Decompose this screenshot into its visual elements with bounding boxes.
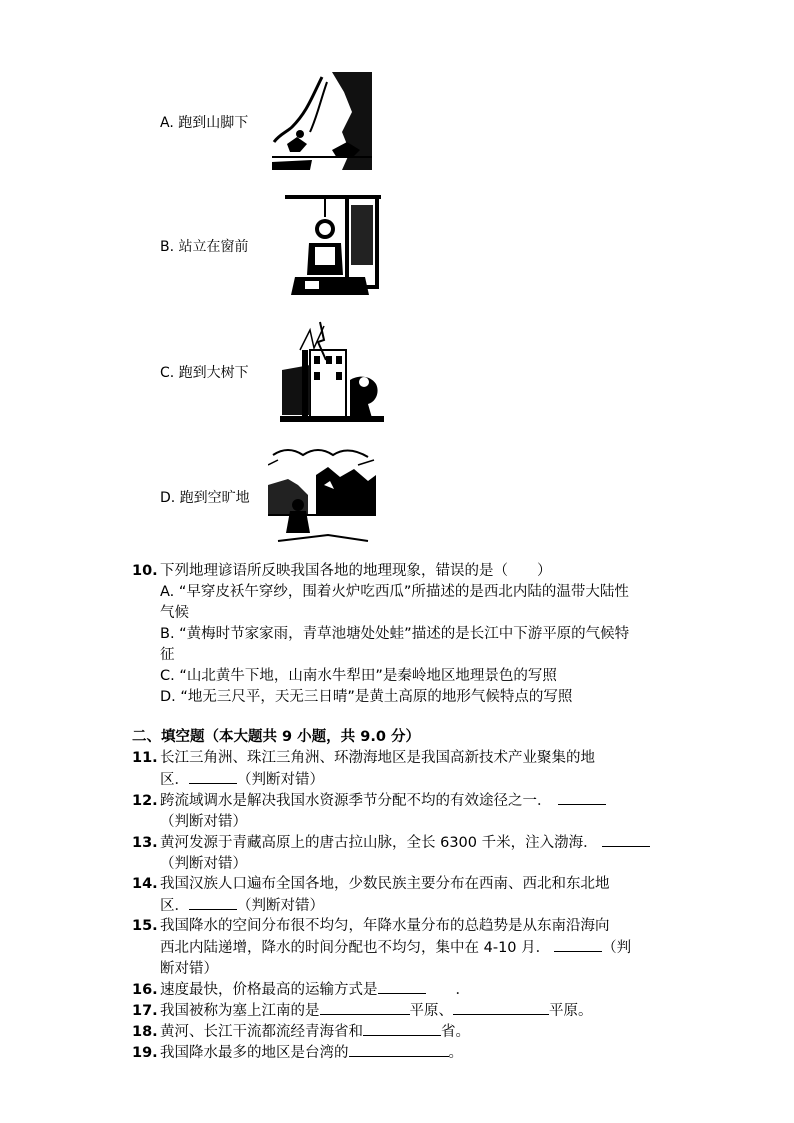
question-number: 15. [132,918,158,934]
question-10 [132,561,692,708]
answer-blank[interactable] [602,832,650,847]
choice-d: D. “地无三尺平，天无三日晴”是黄土高原的地形气候特点的写照 [160,689,573,705]
answer-blank[interactable] [378,979,426,994]
question-text: （判断对错） [237,772,324,788]
answer-blank[interactable] [554,937,602,952]
answer-blank[interactable] [189,769,237,784]
question-17 [132,1000,692,1022]
question-12 [132,790,692,833]
question-text: 我国降水的空间分布很不均匀，年降水量分布的总趋势是从东南沿海向 [160,918,610,934]
question-text: 西北内陆递增，降水的时间分配也不均匀，集中在 4-10 月． [160,940,551,956]
open-ground-illustration [268,445,376,547]
choice-c: C. “山北黄牛下地，山南水牛犁田”是秦岭地区地理景色的写照 [160,668,557,684]
question-number: 18. [132,1024,158,1040]
tree-lightning-illustration [280,320,384,422]
answer-blank[interactable] [558,790,606,805]
choice-b-line1: B. “黄梅时节家家雨，青草池塘处处蛙”描述的是长江中下游平原的气候特 [160,626,630,642]
question-19 [132,1042,692,1064]
option-b-label: B. 站立在窗前 [160,239,249,255]
question-number: 16. [132,982,158,998]
question-13 [132,832,692,875]
mountain-landslide-illustration [272,72,372,170]
question-text: 平原、 [409,1003,453,1019]
choice-b-line2: 征 [160,647,175,663]
question-number: 19. [132,1045,158,1061]
answer-blank[interactable] [320,1000,410,1015]
question-stem: 下列地理谚语所反映我国各地的地理现象，错误的是（ ） [160,563,552,579]
question-text: （判断对错） [160,856,247,872]
option-a-label: A. 跑到山脚下 [160,115,249,131]
question-text: （判 [602,940,632,956]
choice-a-line2: 气候 [160,605,189,621]
choice-a-line1: A. “早穿皮袄午穿纱，围着火炉吃西瓜”所描述的是西北内陆的温带大陆性 [160,584,629,600]
question-text: 黄河发源于青藏高原上的唐古拉山脉，全长 6300 千米，注入渤海． [160,835,598,851]
question-text: 黄河、长江干流都流经青海省和 [160,1024,363,1040]
question-text: 区． [160,772,189,788]
answer-blank[interactable] [363,1021,441,1036]
question-text: 省。 [441,1024,470,1040]
answer-blank[interactable] [453,1000,549,1015]
question-text: 跨流域调水是解决我国水资源季节分配不均的有效途径之一． [160,793,552,809]
question-text: （判断对错） [160,814,247,830]
question-number: 12. [132,793,158,809]
question-11 [132,748,692,791]
question-16 [132,979,692,1001]
option-d-label: D. 跑到空旷地 [160,490,250,506]
question-text: 断对错） [160,961,218,977]
answer-blank[interactable] [349,1042,449,1057]
question-number: 13. [132,835,158,851]
question-number: 10. [132,563,158,579]
question-text: 我国被称为塞上江南的是 [160,1003,320,1019]
question-text: 平原。 [549,1003,593,1019]
option-c-label: C. 跑到大树下 [160,365,249,381]
question-text: ． [455,982,470,998]
question-text: 。 [448,1045,463,1061]
person-at-window-illustration [285,195,381,295]
question-text: 我国汉族人口遍布全国各地，少数民族主要分布在西南、西北和东北地 [160,876,610,892]
question-text: （判断对错） [237,898,324,914]
question-18 [132,1021,692,1043]
question-15 [132,916,692,980]
question-14 [132,874,692,917]
section-heading: 二、填空题（本大题共 9 小题，共 9.0 分） [132,729,420,745]
question-text: 区． [160,898,189,914]
question-number: 11. [132,750,158,766]
question-number: 14. [132,876,158,892]
question-text: 我国降水最多的地区是台湾的 [160,1045,349,1061]
question-text: 长江三角洲、珠江三角洲、环渤海地区是我国高新技术产业聚集的地 [160,750,595,766]
question-number: 17. [132,1003,158,1019]
question-text: 速度最快，价格最高的运输方式是 [160,982,378,998]
answer-blank[interactable] [189,895,237,910]
